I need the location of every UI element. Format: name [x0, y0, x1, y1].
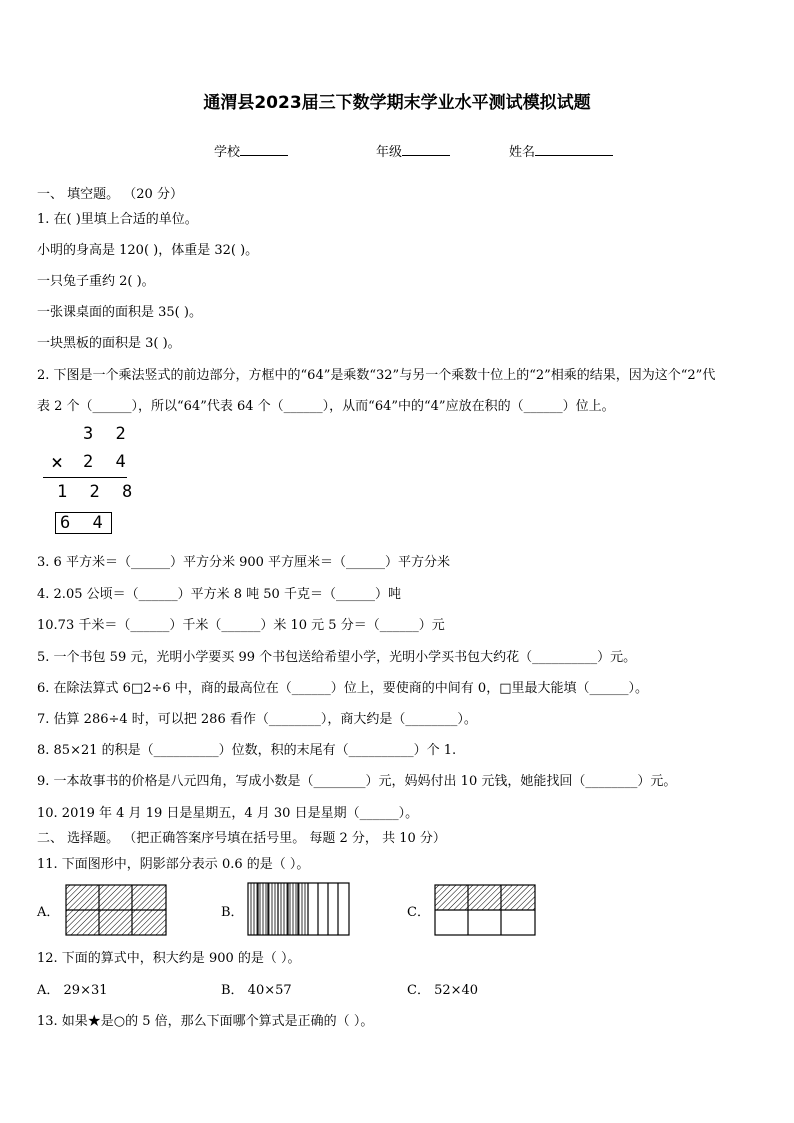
boxed-partial-product: 6 4 — [55, 512, 112, 534]
question-9: 9. 一本故事书的价格是八元四角，写成小数是（________）元，妈妈付出 10 元钱，她能找回（________）元。 — [37, 774, 677, 789]
question-1-line: 一张课桌面的面积是 35( )。 — [37, 305, 202, 320]
multiplier: 2 4 — [83, 452, 132, 472]
figure-a-grid — [65, 884, 167, 936]
school-field[interactable] — [214, 141, 288, 160]
question-11-stem: 11. 下面图形中，阴影部分表示 0.6 的是（ ）。 — [37, 857, 310, 872]
question-2-line-2: 表 2 个（______），所以“64”代表 64 个（______），从而“64”中的“4”应放在积的（______）位上。 — [37, 399, 615, 414]
question-10: 10. 2019 年 4 月 19 日是星期五，4 月 30 日是星期（______）。 — [37, 806, 419, 821]
option-c-label[interactable]: C． — [407, 905, 430, 920]
figure-c-grid — [434, 884, 536, 936]
question-8: 8. 85×21 的积是（__________）位数，积的末尾有（__________）个 1. — [37, 743, 457, 758]
question-5: 5. 一个书包 59 元，光明小学要买 99 个书包送给希望小学，光明小学买书包大约花（__________）元。 — [37, 650, 637, 665]
question-12-option-a[interactable]: A． 29×31 — [37, 983, 108, 998]
figure-b-strips — [247, 882, 350, 936]
grade-label: 年级 — [376, 145, 403, 160]
multiplicand: 3 2 — [83, 424, 132, 444]
school-label: 学校 — [214, 145, 241, 160]
partial-product-1: 1 2 8 — [57, 482, 139, 502]
question-12-option-b[interactable]: B． 40×57 — [221, 983, 292, 998]
question-4-line-2: 10.73 千米＝（______）千米（______）米 10 元 5 分＝（______）元 — [37, 618, 445, 633]
question-1-stem: 1. 在( )里填上合适的单位。 — [37, 212, 198, 227]
question-3: 3. 6 平方米＝（______）平方分米 900 平方厘米＝（______）平方分米 — [37, 555, 451, 570]
question-12-option-c[interactable]: C． 52×40 — [407, 983, 479, 998]
page-title: 通渭县2023届三下数学期末学业水平测试模拟试题 — [203, 93, 591, 113]
question-13-stem: 13. 如果★是○的 5 倍，那么下面哪个算式是正确的（ ）。 — [37, 1014, 374, 1029]
question-7: 7. 估算 286÷4 时，可以把 286 看作（________），商大约是（________）。 — [37, 712, 477, 727]
multiplication-vertical — [37, 420, 147, 540]
section-2-heading: 二、 选择题。 （把正确答案序号填在括号里。 每题 2 分， 共 10 分） — [37, 831, 446, 846]
option-a-label[interactable]: A． — [37, 905, 60, 920]
question-2-line-1: 2. 下图是一个乘法竖式的前边部分，方框中的“64”是乘数“32”与另一个乘数十位上的“2”相乘的结果，因为这个“2”代 — [37, 368, 716, 383]
question-12-stem: 12. 下面的算式中，积大约是 900 的是（ ）。 — [37, 951, 301, 966]
question-6: 6. 在除法算式 6□2÷6 中，商的最高位在（______）位上，要使商的中间有 0，□里最大能填（______）。 — [37, 681, 648, 696]
option-b-label[interactable]: B． — [221, 905, 244, 920]
vertical-rule — [43, 477, 127, 478]
multiply-sign: × — [51, 450, 64, 474]
question-1-line: 一块黑板的面积是 3( )。 — [37, 336, 181, 351]
question-4-line-1: 4. 2.05 公顷＝（______）平方米 8 吨 50 千克＝（______）吨 — [37, 587, 401, 602]
question-1-line: 小明的身高是 120( )，体重是 32( )。 — [37, 243, 259, 258]
grade-field[interactable] — [376, 141, 450, 160]
name-field[interactable] — [509, 141, 613, 160]
section-1-heading: 一、 填空题。 （20 分） — [37, 187, 183, 202]
question-1-line: 一只兔子重约 2( )。 — [37, 274, 155, 289]
name-label: 姓名 — [509, 145, 536, 160]
